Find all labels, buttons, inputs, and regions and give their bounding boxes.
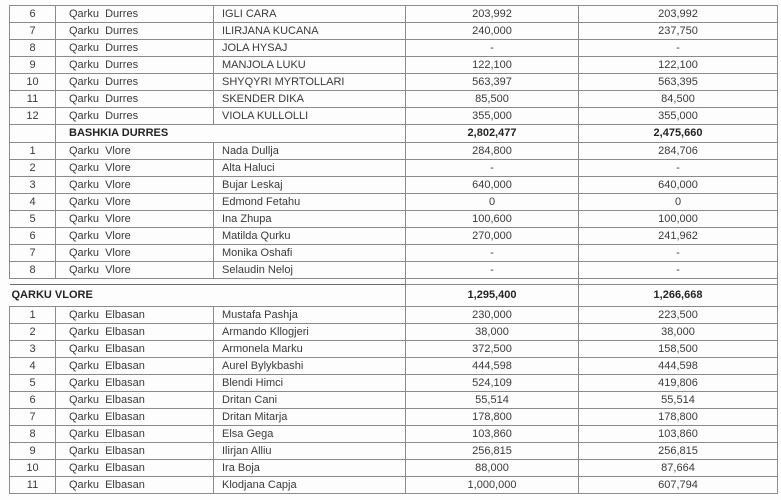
value1-cell: 178,800 <box>406 409 579 426</box>
region-cell: Qarku Durres <box>56 6 214 23</box>
region-cell: Qarku Elbasan <box>56 477 214 494</box>
name-cell: SHYQYRI MYRTOLLARI <box>214 74 406 91</box>
name-cell: Armando Kllogjeri <box>214 324 406 341</box>
name-cell: Ina Zhupa <box>214 211 406 228</box>
row-number-cell: 3 <box>10 341 56 358</box>
table-row <box>10 40 778 57</box>
row-number-cell: 2 <box>10 160 56 177</box>
name-cell: IGLI CARA <box>214 6 406 23</box>
row-number-cell: 2 <box>10 324 56 341</box>
value1-cell: 355,000 <box>406 108 579 125</box>
value2-cell: 84,500 <box>579 91 778 108</box>
name-cell: Monika Oshafi <box>214 245 406 262</box>
region-cell: Qarku Vlore <box>56 262 214 279</box>
row-number-cell: 11 <box>10 477 56 494</box>
region-cell: Qarku Elbasan <box>56 392 214 409</box>
row-number-cell: 5 <box>10 211 56 228</box>
region-cell: Qarku Durres <box>56 108 214 125</box>
value2-cell: 100,000 <box>579 211 778 228</box>
value2-cell: 640,000 <box>579 177 778 194</box>
value1-cell: 372,500 <box>406 341 579 358</box>
table-row <box>10 375 778 392</box>
name-cell: Klodjana Capja <box>214 477 406 494</box>
value1-cell: 524,109 <box>406 375 579 392</box>
region-cell: Qarku Elbasan <box>56 375 214 392</box>
table-row <box>10 228 778 245</box>
value2-cell: 444,598 <box>579 358 778 375</box>
value2-cell: - <box>579 160 778 177</box>
name-cell: Ilirjan Alliu <box>214 443 406 460</box>
name-cell: Dritan Cani <box>214 392 406 409</box>
table-row <box>10 324 778 341</box>
table-row <box>10 57 778 74</box>
name-cell: Bujar Leskaj <box>214 177 406 194</box>
value2-cell: 563,395 <box>579 74 778 91</box>
value1-cell: 640,000 <box>406 177 579 194</box>
data-table <box>9 5 778 494</box>
value2-cell: 178,800 <box>579 409 778 426</box>
value1-cell: 38,000 <box>406 324 579 341</box>
region-cell: Qarku Elbasan <box>56 426 214 443</box>
value1-cell: 1,295,400 <box>406 285 579 307</box>
name-cell: Dritan Mitarja <box>214 409 406 426</box>
value2-cell: 607,794 <box>579 477 778 494</box>
value2-cell: 256,815 <box>579 443 778 460</box>
value2-cell: 1,266,668 <box>579 285 778 307</box>
value1-cell: 256,815 <box>406 443 579 460</box>
value1-cell: 100,600 <box>406 211 579 228</box>
row-number-cell: 3 <box>10 177 56 194</box>
table-row <box>10 262 778 279</box>
name-cell: Nada Dullja <box>214 143 406 160</box>
region-cell: Qarku Elbasan <box>56 307 214 324</box>
table-body <box>10 6 778 494</box>
region-cell: Qarku Elbasan <box>56 460 214 477</box>
value1-cell: - <box>406 245 579 262</box>
value1-cell: 103,860 <box>406 426 579 443</box>
row-number-cell: 4 <box>10 358 56 375</box>
row-number-cell: 4 <box>10 194 56 211</box>
region-cell: Qarku Vlore <box>56 143 214 160</box>
value1-cell: 270,000 <box>406 228 579 245</box>
row-number-cell: 7 <box>10 409 56 426</box>
region-cell: Qarku Vlore <box>56 228 214 245</box>
value2-cell: 87,664 <box>579 460 778 477</box>
region-cell: Qarku Vlore <box>56 194 214 211</box>
name-cell: SKENDER DIKA <box>214 91 406 108</box>
value1-cell: - <box>406 40 579 57</box>
value1-cell: 1,000,000 <box>406 477 579 494</box>
value1-cell: 444,598 <box>406 358 579 375</box>
region-cell: Qarku Vlore <box>56 211 214 228</box>
region-cell: Qarku Elbasan <box>56 324 214 341</box>
value1-cell: 240,000 <box>406 23 579 40</box>
value2-cell: 237,750 <box>579 23 778 40</box>
value2-cell: 355,000 <box>579 108 778 125</box>
value1-cell: 0 <box>406 194 579 211</box>
region-cell: Qarku Durres <box>56 91 214 108</box>
table-row <box>10 160 778 177</box>
value2-cell: - <box>579 262 778 279</box>
value2-cell: - <box>579 245 778 262</box>
value1-cell: - <box>406 160 579 177</box>
value1-cell: 2,802,477 <box>406 125 579 143</box>
row-number-cell: 8 <box>10 426 56 443</box>
region-cell: Qarku Elbasan <box>56 358 214 375</box>
value1-cell: 85,500 <box>406 91 579 108</box>
value1-cell: 122,100 <box>406 57 579 74</box>
table-row <box>10 143 778 160</box>
name-cell: Elsa Gega <box>214 426 406 443</box>
name-cell: Armonela Marku <box>214 341 406 358</box>
subtotal-label-cell: BASHKIA DURRES <box>56 125 406 143</box>
region-cell: Qarku Durres <box>56 40 214 57</box>
table-row <box>10 460 778 477</box>
region-cell: Qarku Elbasan <box>56 341 214 358</box>
row-number-cell: 1 <box>10 143 56 160</box>
row-number-cell: 6 <box>10 392 56 409</box>
table-row <box>10 194 778 211</box>
row-number-cell: 10 <box>10 460 56 477</box>
region-cell: Qarku Durres <box>56 57 214 74</box>
value1-cell: 88,000 <box>406 460 579 477</box>
row-number-cell: 8 <box>10 40 56 57</box>
table-row <box>10 23 778 40</box>
table-row <box>10 392 778 409</box>
region-cell: Qarku Durres <box>56 23 214 40</box>
value1-cell: 563,397 <box>406 74 579 91</box>
value1-cell: - <box>406 262 579 279</box>
region-cell: Qarku Elbasan <box>56 409 214 426</box>
row-number-cell <box>10 125 56 143</box>
value2-cell: 203,992 <box>579 6 778 23</box>
row-number-cell: 10 <box>10 74 56 91</box>
region-cell: Qarku Elbasan <box>56 443 214 460</box>
name-cell: Selaudin Neloj <box>214 262 406 279</box>
table-row <box>10 245 778 262</box>
row-number-cell: 1 <box>10 307 56 324</box>
name-cell: Aurel Bylykbashi <box>214 358 406 375</box>
value1-cell: 203,992 <box>406 6 579 23</box>
table-row <box>10 125 778 143</box>
value2-cell: 38,000 <box>579 324 778 341</box>
value2-cell: 0 <box>579 194 778 211</box>
row-number-cell: 9 <box>10 57 56 74</box>
value2-cell: 223,500 <box>579 307 778 324</box>
name-cell: ILIRJANA KUCANA <box>214 23 406 40</box>
row-number-cell: 5 <box>10 375 56 392</box>
row-number-cell: 7 <box>10 23 56 40</box>
value2-cell: 103,860 <box>579 426 778 443</box>
value1-cell: 55,514 <box>406 392 579 409</box>
section-label-cell: QARKU VLORE <box>10 285 406 307</box>
name-cell: Ira Boja <box>214 460 406 477</box>
name-cell: JOLA HYSAJ <box>214 40 406 57</box>
region-cell: Qarku Vlore <box>56 177 214 194</box>
table-row <box>10 409 778 426</box>
region-cell: Qarku Vlore <box>56 160 214 177</box>
region-cell: Qarku Vlore <box>56 245 214 262</box>
region-cell: Qarku Durres <box>56 74 214 91</box>
table-row <box>10 211 778 228</box>
row-number-cell: 7 <box>10 245 56 262</box>
table-row <box>10 477 778 494</box>
row-number-cell: 6 <box>10 228 56 245</box>
row-number-cell: 9 <box>10 443 56 460</box>
name-cell: Blendi Himci <box>214 375 406 392</box>
table-row <box>10 358 778 375</box>
value2-cell: 55,514 <box>579 392 778 409</box>
row-number-cell: 12 <box>10 108 56 125</box>
name-cell: Edmond Fetahu <box>214 194 406 211</box>
value2-cell: 122,100 <box>579 57 778 74</box>
table-row <box>10 177 778 194</box>
table-row <box>10 285 778 307</box>
value2-cell: - <box>579 40 778 57</box>
table-row <box>10 341 778 358</box>
name-cell: VIOLA KULLOLLI <box>214 108 406 125</box>
table-row <box>10 307 778 324</box>
value1-cell: 230,000 <box>406 307 579 324</box>
table-row <box>10 443 778 460</box>
name-cell: Matilda Qurku <box>214 228 406 245</box>
value2-cell: 158,500 <box>579 341 778 358</box>
name-cell: MANJOLA LUKU <box>214 57 406 74</box>
row-number-cell: 11 <box>10 91 56 108</box>
row-number-cell: 6 <box>10 6 56 23</box>
value2-cell: 2,475,660 <box>579 125 778 143</box>
row-number-cell: 8 <box>10 262 56 279</box>
table-row <box>10 74 778 91</box>
value2-cell: 284,706 <box>579 143 778 160</box>
name-cell: Mustafa Pashja <box>214 307 406 324</box>
name-cell: Alta Haluci <box>214 160 406 177</box>
value1-cell: 284,800 <box>406 143 579 160</box>
value2-cell: 419,806 <box>579 375 778 392</box>
value2-cell: 241,962 <box>579 228 778 245</box>
table-row <box>10 426 778 443</box>
table-row <box>10 91 778 108</box>
table-row <box>10 6 778 23</box>
table-row <box>10 108 778 125</box>
